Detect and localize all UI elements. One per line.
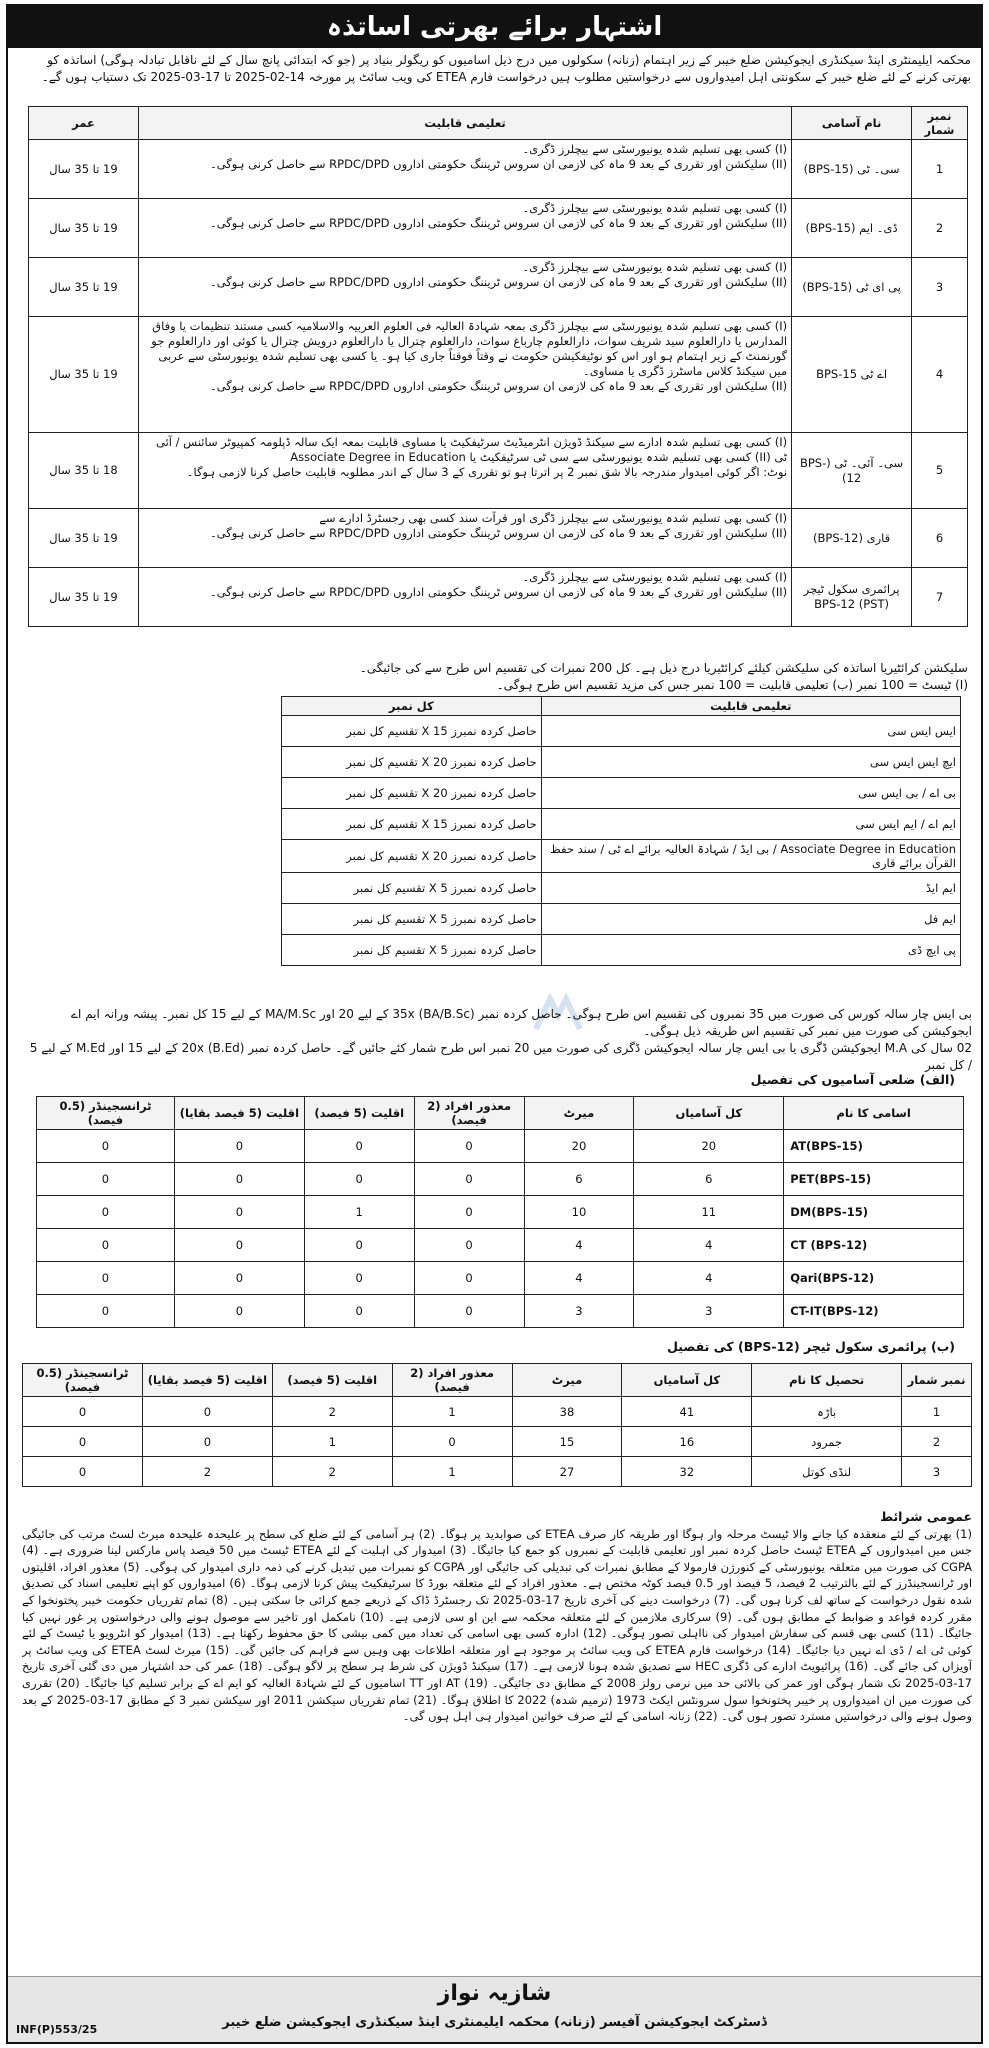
minority-remaining-cell: 2 [142, 1457, 272, 1487]
age-cell: 19 تا 35 سال [29, 568, 139, 627]
disabled-cell: 0 [414, 1196, 524, 1229]
header-transgender: ٹرانسجینڈر (0.5 فیصد) [37, 1097, 175, 1130]
table-row [23, 1427, 972, 1457]
header-qualification: تعلیمی قابلیت [541, 697, 960, 716]
serial-cell: 3 [912, 258, 968, 317]
header-age: عمر [29, 107, 139, 140]
officer-name: شازیہ نواز [437, 1981, 552, 2006]
serial-cell: 1 [902, 1397, 972, 1427]
disabled-cell: 0 [414, 1229, 524, 1262]
tehsil-cell: لنڈی کوتل [752, 1457, 902, 1487]
total-cell: 4 [634, 1262, 784, 1295]
section-title: پرائمری سکول ٹیچر (BPS-12) کی تفصیل [667, 1339, 927, 1354]
header-tehsil: تحصیل کا نام [752, 1364, 902, 1397]
table-row [282, 809, 961, 840]
total-cell: 32 [622, 1457, 752, 1487]
qualification-cell [138, 509, 791, 568]
qualification-cell [138, 433, 791, 509]
page-title: اشتہار برائے بھرتی اساتذہ [8, 6, 981, 48]
table-row [29, 568, 968, 627]
table-row [29, 433, 968, 509]
disabled-cell: 0 [414, 1130, 524, 1163]
table-row [23, 1397, 972, 1427]
qualification-cell [138, 140, 791, 199]
table-header-row [37, 1097, 964, 1130]
general-conditions-title: عمومی شرائط [880, 1509, 972, 1524]
signature-block [8, 1976, 981, 2042]
marks-cell: حاصل کردہ نمبرز X 20 تقسیم کل نمبر [282, 747, 542, 778]
qualification-line: (I) کسی بھی تسلیم شدہ یونیورسٹی سے بیچلرز ڈگری۔ [522, 201, 788, 215]
table-row [29, 199, 968, 258]
minority-remaining-cell: 0 [142, 1427, 272, 1457]
header-transgender: ٹرانسجینڈر (0.5 فیصد) [23, 1364, 143, 1397]
advertisement-page [6, 4, 983, 2044]
table-row [23, 1457, 972, 1487]
post-cell: سی۔ ٹی (BPS-15) [792, 140, 912, 199]
table-row [282, 873, 961, 904]
post-cell: Qari(BPS-12) [784, 1262, 964, 1295]
qualification-line: (II) سلیکشن اور تقرری کے بعد 9 ماہ کی لازمی ان سروس ٹریننگ حکومتی اداروں RPDC/DPD سے حاصل کرنی ہوگی۔ [209, 216, 788, 230]
marks-cell: حاصل کردہ نمبرز X 5 تقسیم کل نمبر [282, 904, 542, 935]
post-cell: DM(BPS-15) [784, 1196, 964, 1229]
merit-cell: 27 [512, 1457, 622, 1487]
age-cell: 19 تا 35 سال [29, 258, 139, 317]
minority-remaining-cell: 0 [174, 1295, 304, 1328]
district-section-title [751, 1072, 955, 1087]
header-merit: میرٹ [512, 1364, 622, 1397]
age-cell: 19 تا 35 سال [29, 140, 139, 199]
merit-cell: 4 [524, 1262, 634, 1295]
header-minority-remaining: اقلیت (5 فیصد بقایا) [174, 1097, 304, 1130]
serial-cell: 4 [912, 317, 968, 433]
qualification-line: نوٹ: اگر کوئی امیدوار مندرجہ بالا شق نمبر 2 پر اترتا ہو تو تقرری کے 3 سال کے اندر مطلوبہ قابلیت حاصل کرنا لازمی ہوگا۔ [186, 465, 788, 479]
post-cell: PET(BPS-15) [784, 1163, 964, 1196]
serial-cell: 2 [912, 199, 968, 258]
qualification-line: (II) سلیکشن اور تقرری کے بعد 9 ماہ کی لازمی ان سروس ٹریننگ حکومتی اداروں RPDC/DPD سے حاصل کرنی ہوگی۔ [209, 526, 788, 540]
table-row [282, 904, 961, 935]
transgender-cell: 0 [37, 1130, 175, 1163]
total-cell: 20 [634, 1130, 784, 1163]
table-row [282, 716, 961, 747]
serial-cell: 3 [902, 1457, 972, 1487]
header-total: کل آسامیاں [634, 1097, 784, 1130]
post-cell: اے ٹی BPS-15 [792, 317, 912, 433]
table-row [29, 509, 968, 568]
header-total: کل آسامیاں [622, 1364, 752, 1397]
table-row [37, 1295, 964, 1328]
minority-remaining-cell: 0 [174, 1196, 304, 1229]
header-post: نام آسامی [792, 107, 912, 140]
header-disabled: معذور افراد (2 فیصد) [392, 1364, 512, 1397]
header-serial: نمبر شمار [912, 107, 968, 140]
header-qualification: تعلیمی قابلیت [138, 107, 791, 140]
minority-remaining-cell: 0 [142, 1397, 272, 1427]
degree-note: بی ایس چار سالہ کورس کی صورت میں 35 نمبروں کی تقسیم اس طرح ہوگی۔ حاصل کردہ نمبر 35x (BA/B.Sc) کے لیے 20 اور MA/M.Sc کے لیے 15 کل نمبر۔ پیشہ ورانہ ایم اے ایجوکیشن کی صورت میں نمبر کی تقسیم اس طریقہ ذیل ہوگی۔ [71, 1007, 972, 1038]
minority-cell: 0 [304, 1229, 414, 1262]
minority-cell: 0 [304, 1295, 414, 1328]
total-cell: 16 [622, 1427, 752, 1457]
disabled-cell: 1 [392, 1457, 512, 1487]
post-cell: ڈی۔ ایم (BPS-15) [792, 199, 912, 258]
qualification-cell: ایچ ایس ایس سی [541, 747, 960, 778]
table-row [37, 1196, 964, 1229]
marks-cell: حاصل کردہ نمبرز X 5 تقسیم کل نمبر [282, 935, 542, 966]
total-cell: 3 [634, 1295, 784, 1328]
qualification-line: (I) کسی بھی تسلیم شدہ یونیورسٹی سے بیچلرز ڈگری بمعہ شہادۃ العالیہ فی العلوم العربیہ والاسلامیہ کسی مستند تنظیمات یا وفاق المدارس یا دارالعلوم سید شریف سوات، دارالعلوم چارباغ سوات، دارالعلوم چترال یا دارالعلوم درویش چترال یا کوئی اور دارالعلوم جو گورنمنٹ کے زیر اہتمام ہو اور اس کو نوٹیفکیشن حکومت نے وقتاً فوقتاً جاری کیا ہو۔ یا کسی بھی تسلیم شدہ یونیورسٹی سے عربی میں سیکنڈ کلاس ماسٹرز ڈگری یا مساوی۔ [151, 319, 788, 378]
header-serial: نمبر شمار [902, 1364, 972, 1397]
table-row [282, 778, 961, 809]
marks-cell: حاصل کردہ نمبرز X 20 تقسیم کل نمبر [282, 778, 542, 809]
qualification-line: (I) کسی بھی تسلیم شدہ ادارے سے سیکنڈ ڈویژن انٹرمیڈیٹ سرٹیفکیٹ یا مساوی قابلیت بمعہ ایک سالہ ڈپلومہ کمپیوٹر سائنس / آئی ٹی (II) کسی بھی تسلیم شدہ یونیورسٹی سے سی ٹی سرٹیفکیٹ یا Associate Degree in Education [156, 435, 788, 464]
minority-cell: 0 [304, 1163, 414, 1196]
merit-cell: 15 [512, 1427, 622, 1457]
minority-cell: 1 [304, 1196, 414, 1229]
qualification-line: (II) سلیکشن اور تقرری کے بعد 9 ماہ کی لازمی ان سروس ٹریننگ حکومتی اداروں RPDC/DPD سے حاصل کرنی ہوگی۔ [209, 379, 788, 393]
transgender-cell: 0 [37, 1196, 175, 1229]
serial-cell: 7 [912, 568, 968, 627]
intro-paragraph: محکمہ ایلیمنٹری اینڈ سیکنڈری ایجوکیشن ضلع خیبر کے زیر اہتمام (زنانہ) سکولوں میں درج ذیل اسامیوں کو ریگولر بنیاد پر (جو کہ ابتدائی پانچ سال کے لئے ناقابل تبادلہ ہوگی) اساتذہ کو بھرتی کرنے کے لئے ضلع خیبر کے سکونتی اہل امیدواروں سے درخواستیں مطلوب ہیں درخواست فارم ETEA کی ویب سائٹ پر مورخہ 14-02-2025 تا 17-03-2025 تک دستیاب ہوں گے۔ [41, 53, 971, 84]
qualification-cell [138, 317, 791, 433]
disabled-cell: 0 [414, 1295, 524, 1328]
transgender-cell: 0 [37, 1295, 175, 1328]
minority-cell: 2 [272, 1397, 392, 1427]
merit-cell: 20 [524, 1130, 634, 1163]
disabled-cell: 0 [392, 1427, 512, 1457]
post-cell: CT (BPS-12) [784, 1229, 964, 1262]
qualification-cell: ایم فل [541, 904, 960, 935]
transgender-cell: 0 [37, 1163, 175, 1196]
table-header-row [23, 1364, 972, 1397]
serial-cell: 5 [912, 433, 968, 509]
qualification-line: (I) کسی بھی تسلیم شدہ یونیورسٹی سے بیچلرز ڈگری۔ [522, 260, 788, 274]
age-cell: 18 تا 35 سال [29, 433, 139, 509]
merit-cell: 3 [524, 1295, 634, 1328]
marks-cell: حاصل کردہ نمبرز X 15 تقسیم کل نمبر [282, 809, 542, 840]
table-row [29, 140, 968, 199]
header-minority-remaining: اقلیت (5 فیصد بقایا) [142, 1364, 272, 1397]
age-cell: 19 تا 35 سال [29, 317, 139, 433]
qualification-line: (II) سلیکشن اور تقرری کے بعد 9 ماہ کی لازمی ان سروس ٹریننگ حکومتی اداروں RPDC/DPD سے حاصل کرنی ہوگی۔ [209, 275, 788, 289]
transgender-cell: 0 [37, 1229, 175, 1262]
minority-remaining-cell: 0 [174, 1262, 304, 1295]
minority-cell: 0 [304, 1262, 414, 1295]
table-row [282, 935, 961, 966]
criteria-line: (I) ٹیسٹ = 100 نمبر (ب) تعلیمی قابلیت = 100 نمبر جس کی مزید تقسیم اس طرح ہوگی۔ [496, 678, 968, 692]
qualification-line: (I) کسی بھی تسلیم شدہ یونیورسٹی سے بیچلرز ڈگری۔ [522, 142, 788, 156]
header-minority: اقلیت (5 فیصد) [304, 1097, 414, 1130]
section-label: (ب) [931, 1339, 955, 1354]
age-cell: 19 تا 35 سال [29, 509, 139, 568]
header-post: اسامی کا نام [784, 1097, 964, 1130]
general-conditions [22, 1509, 972, 1973]
qualification-cell: پی ایچ ڈی [541, 935, 960, 966]
selection-criteria [28, 660, 968, 694]
serial-cell: 2 [902, 1427, 972, 1457]
table-row [37, 1229, 964, 1262]
merit-cell: 10 [524, 1196, 634, 1229]
table-row [37, 1262, 964, 1295]
qualification-cell [138, 568, 791, 627]
qualification-cell [138, 258, 791, 317]
qualification-cell: ایم ایڈ [541, 873, 960, 904]
post-cell: CT-IT(BPS-12) [784, 1295, 964, 1328]
serial-cell: 1 [912, 140, 968, 199]
disabled-cell: 0 [414, 1163, 524, 1196]
post-cell: پی ای ٹی (BPS-15) [792, 258, 912, 317]
merit-cell: 4 [524, 1229, 634, 1262]
transgender-cell: 0 [37, 1262, 175, 1295]
post-cell: پرائمری سکول ٹیچر (PST) BPS-12 [792, 568, 912, 627]
qualification-cell: ایم اے / ایم ایس سی [541, 809, 960, 840]
disabled-cell: 1 [392, 1397, 512, 1427]
minority-cell: 2 [272, 1457, 392, 1487]
total-cell: 41 [622, 1397, 752, 1427]
header-marks: کل نمبر [282, 697, 542, 716]
transgender-cell: 0 [23, 1397, 143, 1427]
post-cell: سی۔ آئی۔ ٹی (BPS-12) [792, 433, 912, 509]
qualification-line: (I) کسی بھی تسلیم شدہ یونیورسٹی سے بیچلرز ڈگری۔ [522, 570, 788, 584]
marks-cell: حاصل کردہ نمبرز X 15 تقسیم کل نمبر [282, 716, 542, 747]
minority-remaining-cell: 0 [174, 1229, 304, 1262]
section-label: (الف) [919, 1072, 955, 1087]
post-cell: AT(BPS-15) [784, 1130, 964, 1163]
transgender-cell: 0 [23, 1427, 143, 1457]
tehsil-cell: جمرود [752, 1427, 902, 1457]
merit-cell: 6 [524, 1163, 634, 1196]
education-degree-note: 02 سال کی M.A ایجوکیشن ڈگری یا بی ایس چار سالہ ایجوکیشن ڈگری کی صورت میں 20 نمبر اس طرح شمار کئے جائیں گے۔ حاصل کردہ نمبر 20x (B.Ed) کے لیے 15 اور M.Ed کے لیے 5 / کل نمبر [29, 1041, 972, 1072]
header-minority: اقلیت (5 فیصد) [272, 1364, 392, 1397]
minority-remaining-cell: 0 [174, 1163, 304, 1196]
transgender-cell: 0 [23, 1457, 143, 1487]
serial-cell: 6 [912, 509, 968, 568]
pst-posts-table [22, 1363, 972, 1487]
qualification-cell: بی اے / بی ایس سی [541, 778, 960, 809]
table-row [29, 317, 968, 433]
minority-remaining-cell: 0 [174, 1130, 304, 1163]
disabled-cell: 0 [414, 1262, 524, 1295]
table-row [282, 840, 961, 873]
table-row [282, 747, 961, 778]
tehsil-cell: باڑہ [752, 1397, 902, 1427]
table-header-row [29, 107, 968, 140]
reference-number: INF(P)553/25 [16, 2023, 98, 2036]
posts-table [28, 106, 968, 627]
total-cell: 6 [634, 1163, 784, 1196]
marks-cell: حاصل کردہ نمبرز X 20 تقسیم کل نمبر [282, 840, 542, 873]
total-cell: 11 [634, 1196, 784, 1229]
header-disabled: معذور افراد (2 فیصد) [414, 1097, 524, 1130]
post-cell: قاری (BPS-12) [792, 509, 912, 568]
general-conditions-text: (1) بھرتی کے لئے منعقدہ کیا جانے والا ٹیسٹ مرحلہ وار ہوگا اور طریقہ کار صرف ETEA کی صوابدید پر ہوگا۔ (2) ہر آسامی کے لئے ضلع کی سطح پر علیحدہ علیحدہ میرٹ لسٹ مرتب کی جائیگی جس میں امیدواروں کے ETEA ٹیسٹ حاصل کردہ نمبر اور تعلیمی قابلیت کے نمبروں کو جمع کیا جائیگا۔ (3) امیدوار کی اہلیت کے لئے ETEA ٹیسٹ میں 50 فیصد پاس مارکس لینا ضروری ہے۔ (4) CGPA کی صورت میں متعلقہ یونیورسٹی کے کنورژن فارمولا کے مطابق نمبرات کی تبدیلی کی جائیگی اور CGPA کو نمبرات میں تبدیل کرنے کی ذمہ داری امیدوار کی ہوگی۔ (5) معذور افراد، اقلیتوں اور ٹرانسجینڈرز کے لئے بالترتیب 2 فیصد، 5 فیصد اور 0.5 فیصد کوٹہ مختص ہے۔ معذور افراد کے لئے متعلقہ بورڈ کا سرٹیفکیٹ پیش کرنا لازمی ہوگا۔ (6) امیدواروں کو اپنے تعلیمی اسناد کی تصدیق شدہ نقول درخواست کے ساتھ لف کرنا ہوں گی۔ (7) درخواست دینے کی آخری تاریخ 17-03-2025 تک رجسٹرڈ ڈاک کے ذریعے جمع کرائی جا سکتی ہیں۔ (8) تمام تقرریاں حکومت خیبر پختونخوا کے مقرر کردہ قواعد و ضوابط کے مطابق ہوں گی۔ (9) سرکاری ملازمین کے لئے متعلقہ محکمہ سے این او سی لازمی ہے۔ (10) نامکمل اور تاخیر سے موصول ہونے والی درخواستوں پر غور نہیں کیا جائیگا۔ (11) کسی بھی قسم کی سفارش امیدوار کی نااہلی تصور ہوگی۔ (12) ادارہ کسی بھی اسامی کی تعداد میں کمی بیشی کا حق محفوظ رکھتا ہے۔ (13) امیدوار کو انٹرویو یا ٹیسٹ کے لئے کوئی ٹی اے / ڈی اے نہیں دیا جائیگا۔ (14) درخواست فارم ETEA کی ویب سائٹ پر موجود ہے اور متعلقہ اطلاعات بھی وہیں سے فراہم کی جائیں گی۔ (15) میرٹ لسٹ ETEA کی ویب سائٹ پر آویزاں کی جائے گی۔ (16) پرائیویٹ ادارے کی ڈگری HEC سے تصدیق شدہ ہونا لازمی ہے۔ (17) سیکنڈ ڈویژن کی شرط ہر سطح پر لاگو ہوگی۔ (18) عمر کی حد اشتہار میں دی گئی آخری تاریخ 17-03-2025 تک شمار ہوگی اور عمر کی بالائی حد میں نرمی رولز 2008 کے مطابق دی جائیگی۔ (19) AT اور TT اسامیوں کے لئے شہادۃ العالیہ کو ایم اے کے برابر تسلیم کیا جائیگا۔ (20) تقرری کی صورت میں ان امیدواروں پر خیبر پختونخوا سول سرونٹس ایکٹ 1973 (ترمیم شدہ) 2022 کا اطلاق ہوگا۔ (21) تمام تقرریاں سیکشن 2011 اور سیکشن نمبر 3 کے مطابق 17-03-2025 کے بعد وصول ہونے والی درخواستیں مسترد تصور ہوں گی۔ (22) زنانہ اسامی کے لئے صرف خواتین امیدوار ہی اہل ہوں گی۔ [22, 1526, 972, 1724]
table-row [37, 1130, 964, 1163]
table-header-row [282, 697, 961, 716]
marks-table [281, 696, 961, 966]
marks-cell: حاصل کردہ نمبرز X 5 تقسیم کل نمبر [282, 873, 542, 904]
criteria-line: سلیکشن کرائٹیریا اساتذہ کی سلیکشن کیلئے کرائٹیریا درج ذیل ہے۔ کل 200 نمبرات کی تقسیم اس طرح سے کی جائیگی۔ [359, 661, 968, 675]
header-merit: میرٹ [524, 1097, 634, 1130]
qualification-cell [138, 199, 791, 258]
minority-cell: 0 [304, 1130, 414, 1163]
qualification-line: (II) سلیکشن اور تقرری کے بعد 9 ماہ کی لازمی ان سروس ٹریننگ حکومتی اداروں RPDC/DPD سے حاصل کرنی ہوگی۔ [209, 157, 788, 171]
table-row [37, 1163, 964, 1196]
table-row [29, 258, 968, 317]
officer-title: ڈسٹرکٹ ایجوکیشن آفیسر (زنانہ) محکمہ ایلیمنٹری اینڈ سیکنڈری ایجوکیشن ضلع خیبر [222, 2015, 767, 2030]
qualification-line: (II) سلیکشن اور تقرری کے بعد 9 ماہ کی لازمی ان سروس ٹریننگ حکومتی اداروں RPDC/DPD سے حاصل کرنی ہوگی۔ [209, 585, 788, 599]
qualification-line: (I) کسی بھی تسلیم شدہ یونیورسٹی سے بیچلرز ڈگری اور قرآت سند کسی بھی رجسٹرڈ ادارے سے [319, 511, 788, 525]
age-cell: 19 تا 35 سال [29, 199, 139, 258]
minority-cell: 1 [272, 1427, 392, 1457]
section-title: ضلعی آسامیوں کی تفصیل [750, 1072, 916, 1087]
pst-section-title [667, 1339, 955, 1354]
district-posts-table [36, 1096, 964, 1328]
qualification-cell: Associate Degree in Education / بی ایڈ / شہادۃ العالیہ برائے اے ٹی / سند حفظ القرآن برائے قاری [541, 840, 960, 873]
merit-cell: 38 [512, 1397, 622, 1427]
total-cell: 4 [634, 1229, 784, 1262]
qualification-cell: ایس ایس سی [541, 716, 960, 747]
